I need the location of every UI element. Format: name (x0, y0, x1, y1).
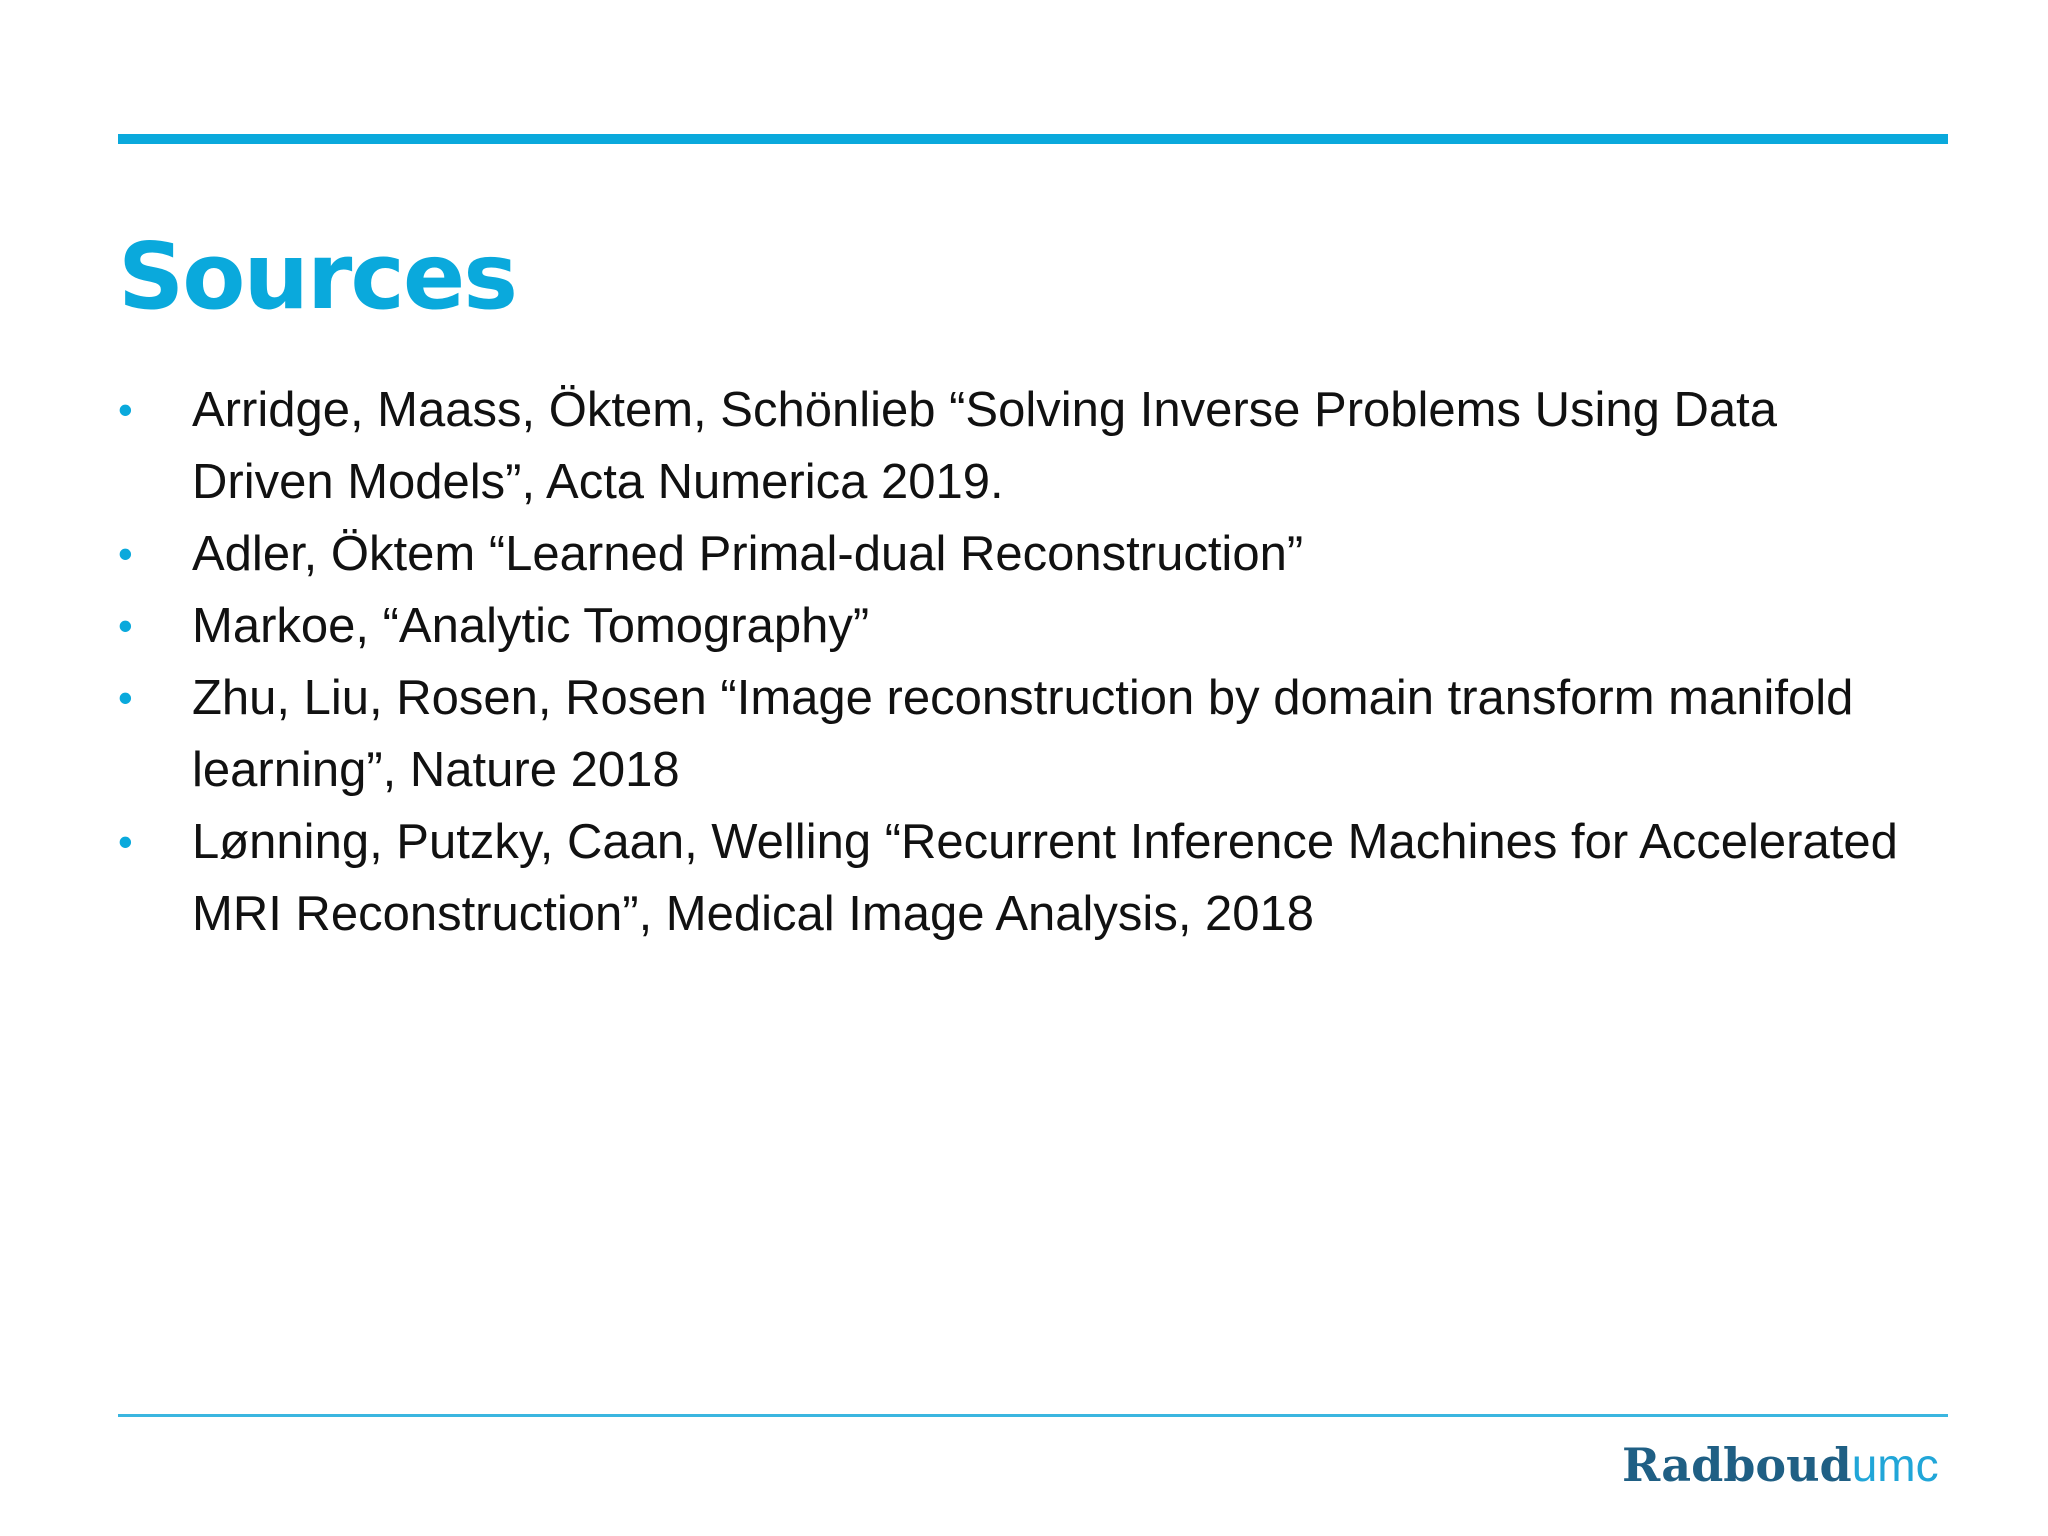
bullet-icon: • (118, 818, 133, 865)
bullet-icon: • (118, 386, 133, 433)
sources-list (118, 374, 1918, 950)
list-item (118, 662, 1918, 806)
bottom-divider (118, 1414, 1948, 1417)
list-item (118, 590, 1918, 662)
logo-text-umc: umc (1851, 1439, 1939, 1491)
source-text: Arridge, Maass, Öktem, Schönlieb “Solving Inverse Problems Using Data Driven Models”, Acta Numerica 2019. (192, 383, 1777, 509)
list-item (118, 806, 1918, 950)
logo-text-radboud: Radboud (1622, 1438, 1852, 1492)
list-item (118, 518, 1918, 590)
bullet-icon: • (118, 674, 133, 721)
top-divider (118, 134, 1948, 144)
source-text: Zhu, Liu, Rosen, Rosen “Image reconstruction by domain transform manifold learning”, Nature 2018 (192, 671, 1854, 797)
page-title: Sources (118, 223, 517, 330)
source-text: Lønning, Putzky, Caan, Welling “Recurrent Inference Machines for Accelerated MRI Reconstruction”, Medical Image Analysis, 2018 (192, 815, 1898, 941)
bullet-icon: • (118, 530, 133, 577)
source-text: Markoe, “Analytic Tomography” (192, 599, 870, 653)
radboudumc-logo (1622, 1438, 1939, 1492)
bullet-icon: • (118, 602, 133, 649)
list-item (118, 374, 1918, 518)
source-text: Adler, Öktem “Learned Primal-dual Reconstruction” (192, 527, 1304, 581)
